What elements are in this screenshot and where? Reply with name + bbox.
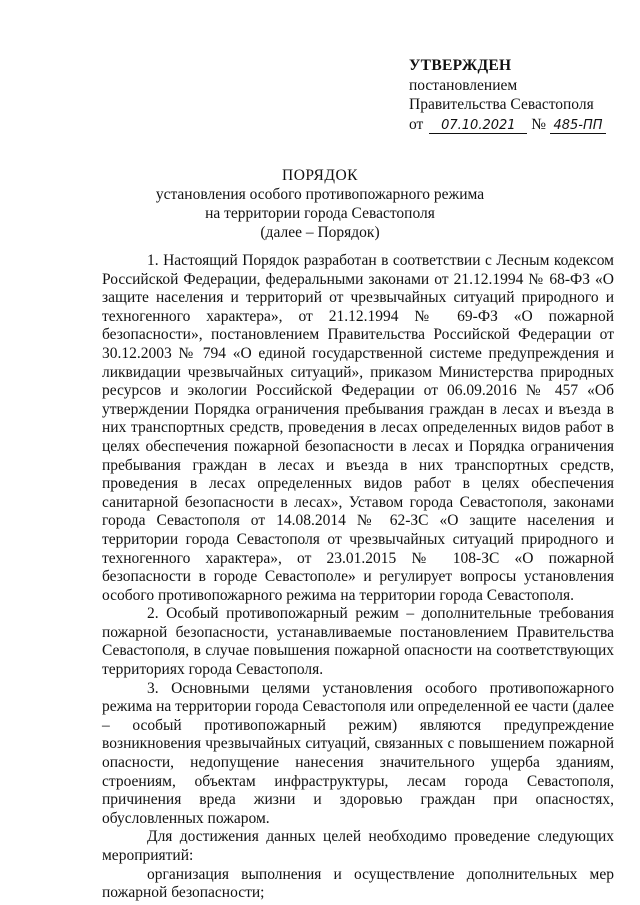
approval-number-value: 485-ПП	[550, 118, 606, 134]
title-line-2: на территории города Севастополя	[205, 205, 435, 222]
paragraph-2: 2. Особый противопожарный режим – дополнительные требования пожарной безопасности, устанавливаемые постановлением Правительства Севастополя, в случае повышения пожарной опасности на соответствующих территориях города Севастополя.	[102, 605, 614, 679]
title-main: ПОРЯДОК	[282, 167, 358, 184]
approval-heading: УТВЕРЖДЕН	[409, 57, 512, 74]
approval-number-prefix: №	[531, 115, 546, 133]
approval-line-decree: постановлением	[409, 76, 518, 94]
approval-line-government: Правительства Севастополя	[409, 96, 594, 113]
title-line-3: (далее – Порядок)	[260, 224, 380, 241]
title-line-1: установления особого противопожарного режима	[155, 186, 485, 203]
approval-date-prefix: от	[409, 115, 424, 133]
paragraph-5: организация выполнения и осуществление дополнительных мер пожарной безопасности;	[102, 865, 614, 902]
approval-stamp	[409, 56, 629, 134]
paragraph-3: 3. Основными целями установления особого противопожарного режима на территории города Севастополя или определенной ее части (далее – особый противопожарный режим) являются предупреждение возникновения чрезвычайных ситуаций, связанных с повышением пожарной опасности, недопущение нанесения значительного ущерба зданиям, строениям, объектам инфраструктуры, лесам города Севастополя, причинения вреда жизни и здоровью граждан при опасностях, обусловленных пожаром.	[102, 679, 614, 827]
approval-date-value: 07.10.2021	[429, 118, 527, 134]
paragraph-1: 1. Настоящий Порядок разработан в соответствии с Лесным кодексом Российской Федерации, федеральными законами от 21.12.1994 № 68-ФЗ «О защите населения и территорий от чрезвычайных ситуаций природного и техногенного характера», от 21.12.1994 № 69-ФЗ «О пожарной безопасности», постановлением Правительства Российской Федерации от 30.12.2003 № 794 «О единой государственной системе предупреждения и ликвидации чрезвычайных ситуаций», приказом Министерства природных ресурсов и экологии Российской Федерации от 06.09.2016 № 457 «Об утверждении Порядка ограничения пребывания граждан в лесах и въезда в них транспортных средств, проведения в лесах определенных видов работ в целях обеспечения пожарной безопасности в лесах и Порядка ограничения пребывания граждан в лесах и въезда в них транспортных средств, проведения в лесах определенных видов работ в целях обеспечения санитарной безопасности в лесах», Уставом города Севастополя, законами города Севастополя от 14.08.2014 № 62-ЗС «О защите населения и территории города Севастополя от чрезвычайных ситуаций природного и техногенного характера», от 23.01.2015 № 108-ЗС «О пожарной безопасности в городе Севастополе» и регулирует вопросы установления особого противопожарного режима на территории города Севастополя.	[102, 252, 614, 604]
paragraph-4: Для достижения данных целей необходимо проведение следующих мероприятий:	[102, 828, 614, 864]
approval-date-line	[409, 115, 629, 135]
document-body	[102, 252, 614, 903]
document-title	[100, 166, 540, 242]
